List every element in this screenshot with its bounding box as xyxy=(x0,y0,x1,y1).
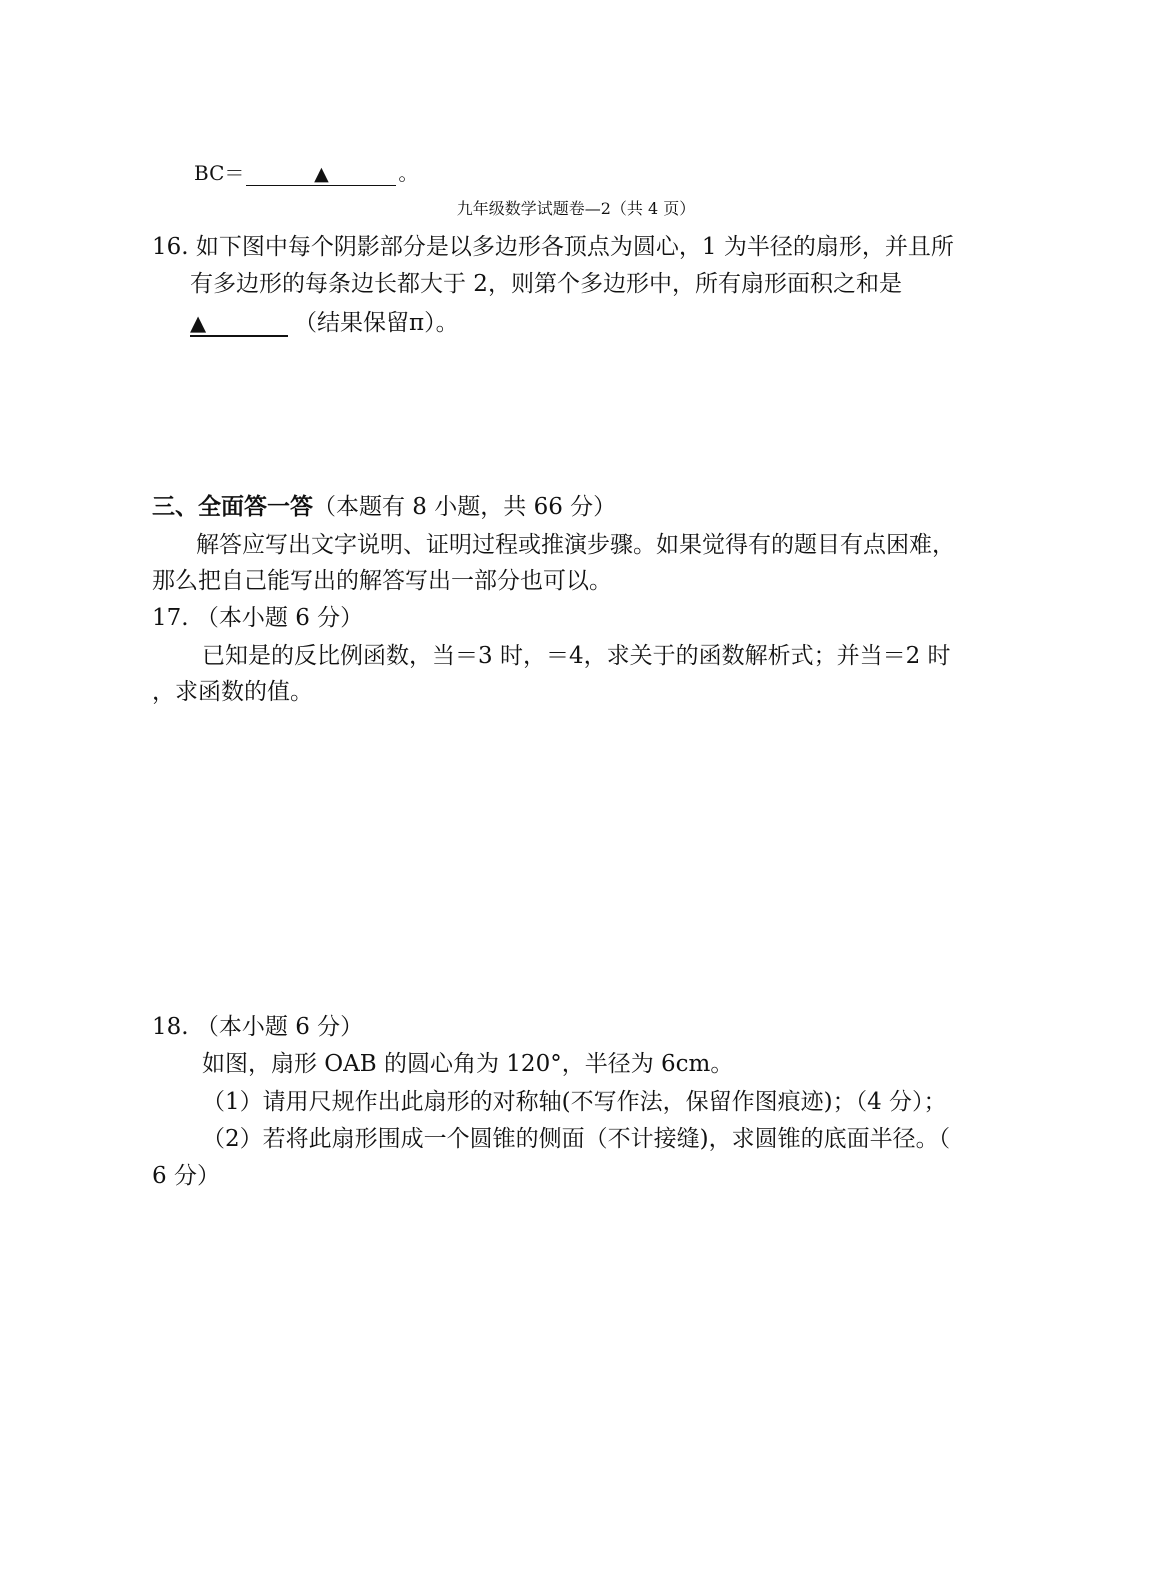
q16-line2: 有多边形的每条边长都大于 2，则第个多边形中，所有扇形面积之和是 xyxy=(190,271,902,297)
section3-subtitle: （本题有 8 小题，共 66 分） xyxy=(313,494,617,520)
triangle-marker: ▲ xyxy=(314,163,329,185)
bc-suffix: 。 xyxy=(398,161,419,185)
answer-blank xyxy=(246,163,396,186)
q17-line1: 已知是的反比例函数，当＝3 时，＝4，求关于的函数解析式；并当＝2 时 xyxy=(202,643,951,669)
bc-prefix: BC＝ xyxy=(194,161,245,185)
q18-part2-cont: 6 分） xyxy=(152,1163,220,1189)
section3-instructions-line2: 那么把自己能写出的解答写出一部分也可以。 xyxy=(152,568,612,594)
section3-instructions-line1: 解答应写出文字说明、证明过程或推演步骤。如果觉得有的题目有点困难， xyxy=(196,532,955,558)
page-footer: 九年级数学试题卷—2（共 4 页） xyxy=(456,199,696,218)
answer-blank xyxy=(190,311,288,337)
q18-line1: 如图，扇形 OAB 的圆心角为 120°，半径为 6cm。 xyxy=(202,1051,734,1077)
q18-part2: （2）若将此扇形围成一个圆锥的侧面（不计接缝)，求圆锥的底面半径。（ xyxy=(202,1126,951,1152)
q16-line3 xyxy=(190,308,459,338)
q18-header: 18. （本小题 6 分） xyxy=(152,1014,364,1040)
q15-answer-line xyxy=(194,158,418,188)
section3-title: 三、全面答一答 xyxy=(152,493,313,520)
q16-suffix: （结果保留π）。 xyxy=(294,310,459,336)
q17-header: 17. （本小题 6 分） xyxy=(152,605,364,631)
q18-part1: （1）请用尺规作出此扇形的对称轴(不写作法，保留作图痕迹)；（4 分）； xyxy=(202,1089,947,1115)
q17-line2: ，求函数的值。 xyxy=(152,679,313,705)
q16-line1: 16. 如下图中每个阴影部分是以多边形各顶点为圆心，1 为半径的扇形，并且所 xyxy=(152,234,954,260)
section3-heading xyxy=(152,492,616,522)
triangle-marker: ▲ xyxy=(190,311,207,335)
